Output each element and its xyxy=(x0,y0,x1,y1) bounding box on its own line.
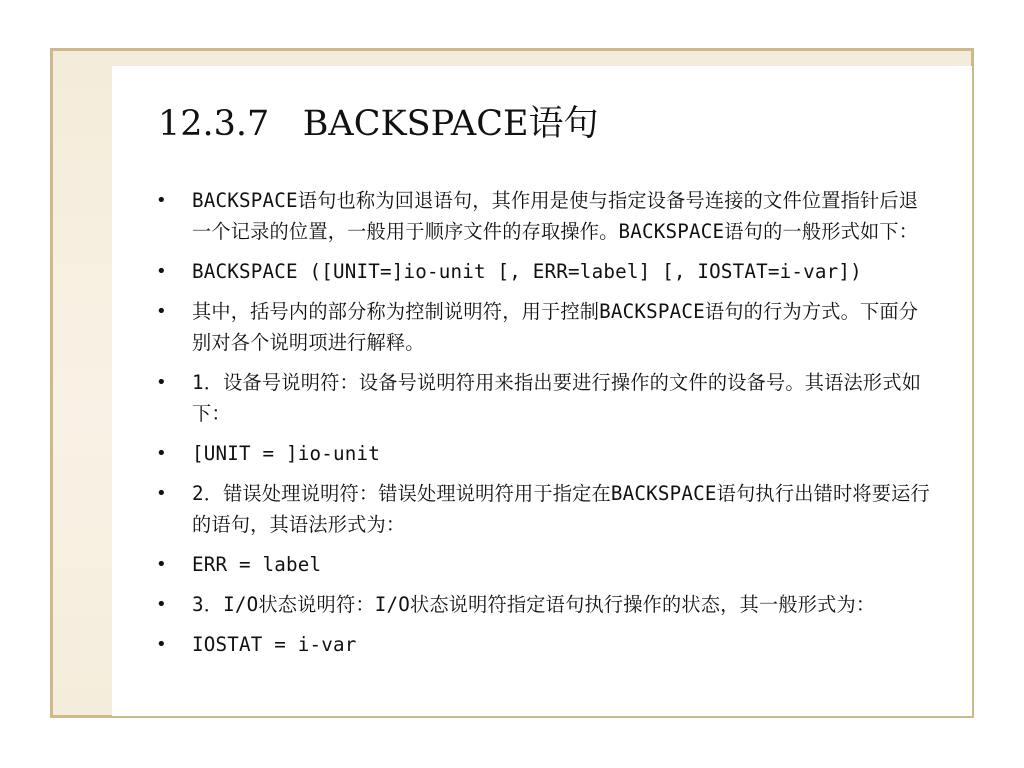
bullet-item-iostat-syntax xyxy=(152,629,932,660)
bullet-text: [UNIT = ]io-unit xyxy=(192,442,381,465)
bullet-text: 3．I/O状态说明符：I/O状态说明符指定语句执行操作的状态，其一般形式为： xyxy=(192,593,876,616)
bullet-list xyxy=(152,185,932,669)
slide-title: 12.3.7 BACKSPACE语句 xyxy=(158,104,599,144)
bullet-icon: • xyxy=(156,443,167,464)
bullet-item-unit-syntax xyxy=(152,438,932,469)
bullet-icon: • xyxy=(156,594,167,615)
bullet-item-unit-specifier xyxy=(152,367,932,429)
bullet-icon: • xyxy=(156,634,167,655)
bullet-icon: • xyxy=(156,554,167,575)
bullet-text: 其中，括号内的部分称为控制说明符，用于控制BACKSPACE语句的行为方式。下面分别对各个说明项进行解释。 xyxy=(192,300,919,354)
bullet-text: BACKSPACE语句也称为回退语句，其作用是使与指定设备号连接的文件位置指针后退一个记录的位置，一般用于顺序文件的存取操作。BACKSPACE语句的一般形式如下： xyxy=(192,189,919,243)
bullet-text: 1．设备号说明符：设备号说明符用来指出要进行操作的文件的设备号。其语法形式如下： xyxy=(192,371,922,425)
bullet-item-err-syntax xyxy=(152,549,932,580)
bullet-item-control-specifiers xyxy=(152,296,932,358)
bullet-item-backspace-intro xyxy=(152,185,932,247)
bullet-text: 2．错误处理说明符：错误处理说明符用于指定在BACKSPACE语句执行出错时将要运行的语句，其语法形式为： xyxy=(192,482,930,536)
bullet-text: ERR = label xyxy=(192,553,322,576)
bullet-icon: • xyxy=(156,190,167,211)
bullet-item-err-specifier xyxy=(152,478,932,540)
bullet-icon: • xyxy=(156,372,167,393)
bullet-icon: • xyxy=(156,301,167,322)
bullet-text: BACKSPACE ([UNIT=]io-unit [, ERR=label] [, IOSTAT=i-var]) xyxy=(192,260,862,283)
bullet-item-syntax xyxy=(152,256,932,287)
bullet-icon: • xyxy=(156,483,167,504)
bullet-item-iostat-specifier xyxy=(152,589,932,620)
bullet-icon: • xyxy=(156,261,167,282)
bullet-text: IOSTAT = i-var xyxy=(192,633,357,656)
